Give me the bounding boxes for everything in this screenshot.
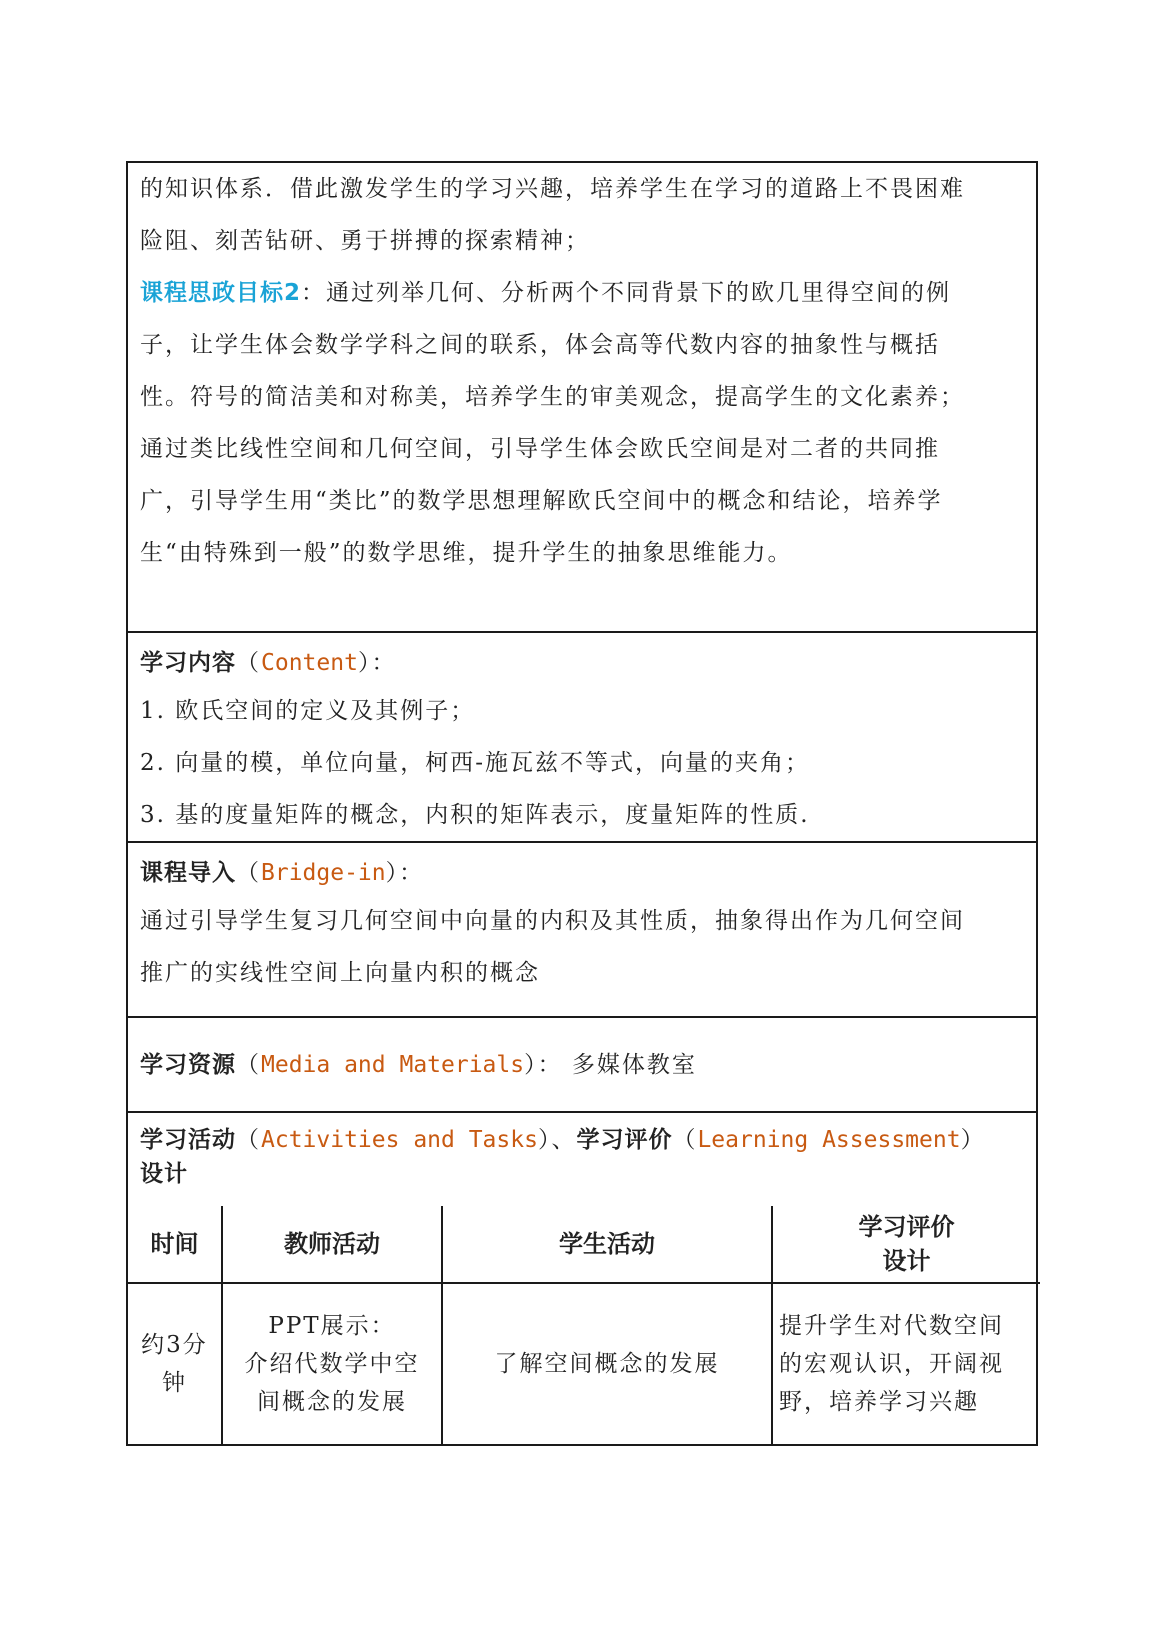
content-heading: 学习内容（Content）： [140,650,397,676]
table-row [128,1283,1040,1444]
bridge-line-1: 通过引导学生复习几何空间中向量的内积及其性质，抽象得出作为几何空间 [140,908,965,934]
goals-line-5: 性。符号的简洁美和对称美，培养学生的审美观念，提高学生的文化素养； [140,384,965,410]
goals-line-6: 通过类比线性空间和几何空间，引导学生体会欧氏空间是对二者的共同推 [140,436,940,462]
content-section [126,631,1038,841]
goals-line-1: 的知识体系．借此激发学生的学习兴趣，培养学生在学习的道路上不畏困难 [140,176,965,202]
activities-table [128,1206,1040,1444]
media-section [126,1016,1038,1111]
bridge-line-2: 推广的实线性空间上向量内积的概念 [140,960,540,986]
goals-line-3 [128,267,1036,319]
goals-line-4: 子，让学生体会数学学科之间的联系，体会高等代数内容的抽象性与概括 [140,332,940,358]
bridge-heading: 课程导入（Bridge-in）： [140,860,425,886]
goals-section [126,161,1038,631]
goals-line-8: 生“由特殊到一般”的数学思维，提升学生的抽象思维能力。 [140,540,793,566]
content-item-2: 2. 向量的模，单位向量，柯西-施瓦兹不等式，向量的夹角； [140,750,811,776]
cell-time: 约3分 钟 [128,1283,222,1444]
assessment-heading-en: Learning Assessment [697,1127,961,1153]
media-value: 多媒体教室 [571,1051,697,1078]
goals-line-7: 广，引导学生用“类比”的数学思想理解欧氏空间中的概念和结论，培养学 [140,488,943,514]
activities-section [126,1111,1038,1206]
cell-teacher: PPT展示： 介绍代数学中空 间概念的发展 [222,1283,442,1444]
activities-heading-tail: 设计 [140,1161,188,1187]
bridge-heading-en: Bridge-in [261,860,386,886]
bridge-section [126,841,1038,1016]
media-heading: 学习资源 [140,1051,236,1078]
header-eval: 学习评价 设计 [772,1206,1040,1283]
goals-line-2: 险阻、刻苦钻研、勇于拼搏的探索精神； [140,228,590,254]
content-item-3: 3. 基的度量矩阵的概念，内积的矩阵表示，度量矩阵的性质. [140,802,810,828]
header-time: 时间 [128,1206,222,1283]
goal2-text: ：通过列举几何、分析两个不同背景下的欧几里得空间的例 [301,280,952,306]
activities-table-wrap [126,1206,1038,1446]
header-student: 学生活动 [442,1206,772,1283]
content-heading-en: Content [261,650,358,676]
goal2-label: 课程思政目标2 [140,280,302,306]
media-line: 学习资源（Media and Materials）： 多媒体教室 [140,1051,697,1078]
lesson-plan-document [126,161,1038,1446]
content-item-1: 1. 欧氏空间的定义及其例子； [140,698,476,724]
header-teacher: 教师活动 [222,1206,442,1283]
activities-heading: 学习活动（Activities and Tasks）、学习评价（Learning Assessment） [140,1127,986,1153]
cell-eval: 提升学生对代数空间 的宏观认识，开阔视 野，培养学习兴趣 [772,1283,1040,1444]
media-heading-en: Media and Materials [261,1051,525,1078]
cell-student: 了解空间概念的发展 [442,1283,772,1444]
table-header-row [128,1206,1040,1283]
activities-heading-en: Activities and Tasks [261,1127,538,1153]
